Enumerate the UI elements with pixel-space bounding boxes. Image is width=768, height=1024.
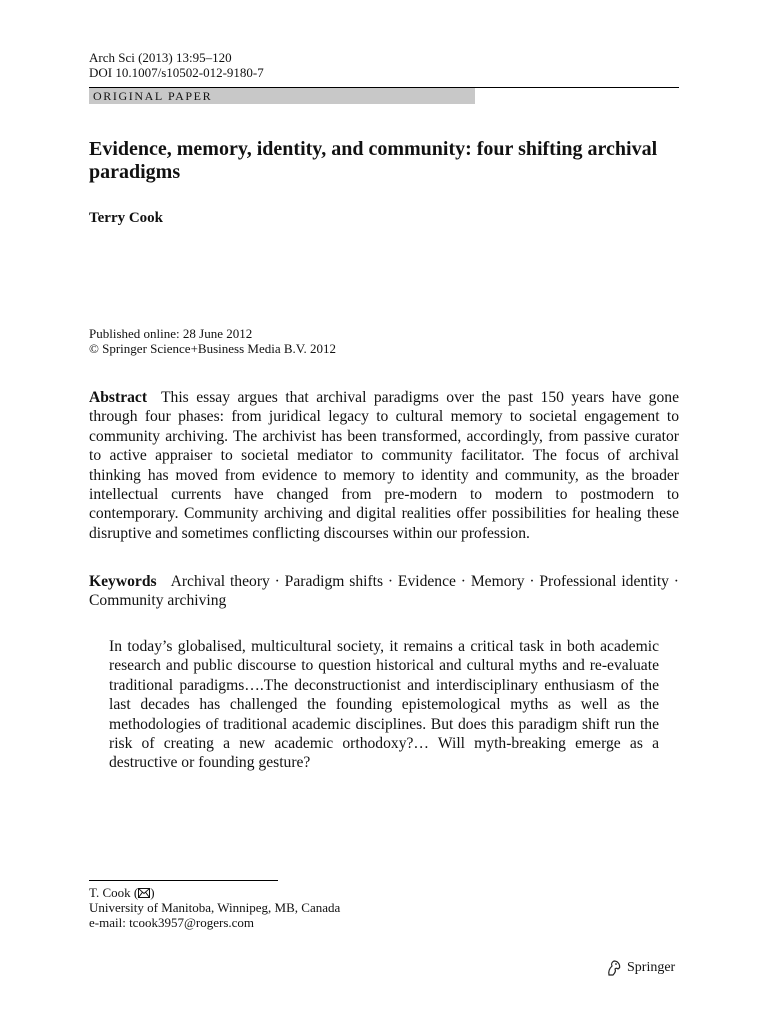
- page-header: [89, 50, 689, 80]
- published-date: Published online: 28 June 2012: [89, 326, 253, 341]
- article-type-banner: [89, 88, 475, 104]
- epigraph-quote: In today’s globalised, multicultural society, it remains a critical task in both academic research and public discourse to question historical and cultural myths and re-evaluate traditional paradigms….The deconstructionist and interdisciplinary enthusiasm of the last decades has challenged the founding epistemological myths as well as the methodologies of traditional academic disciplines. But does this paradigm shift run the risk of creating a new academic orthodoxy?… Will myth-breaking emerge as a destructive or founding gesture?: [109, 638, 659, 772]
- affiliation: University of Manitoba, Winnipeg, MB, Canada: [89, 900, 341, 915]
- footnote-author-line: T. Cook ( ): [89, 885, 155, 900]
- keywords-label: Keywords: [89, 573, 157, 590]
- author-name: Terry Cook: [89, 210, 164, 226]
- journal-citation: Arch Sci (2013) 13:95–120: [89, 50, 232, 65]
- springer-horse-icon: [605, 959, 623, 977]
- keywords-text: Archival theory · Paradigm shifts · Evidence · Memory · Professional identity · Community archiving: [89, 573, 679, 610]
- footnote-author: T. Cook (: [89, 885, 139, 900]
- springer-logo: [605, 959, 675, 977]
- copyright: © Springer Science+Business Media B.V. 2012: [89, 341, 336, 356]
- envelope-icon: [138, 888, 150, 898]
- keywords: [89, 572, 679, 611]
- abstract-text: This essay argues that archival paradigms over the past 150 years have gone through four phases: from juridical legacy to cultural memory to societal engagement to community archiving. The archivist has been transformed, accordingly, from passive curator to active appraiser to societal mediator to community facilitator. The focus of archival thinking has moved from evidence to memory to identity and community, as the broader intellectual currents have changed from pre-modern to modern to postmodern to contemporary. Community archiving and digital realities offer possibilities for healing these disruptive and sometimes conflicting discourses within our profession.: [89, 389, 679, 542]
- abstract: [89, 388, 679, 543]
- article-type-label: ORIGINAL PAPER: [93, 89, 213, 103]
- publisher-name: Springer: [627, 960, 676, 975]
- email: e-mail: tcook3957@rogers.com: [89, 915, 255, 930]
- doi: DOI 10.1007/s10502-012-9180-7: [89, 65, 264, 80]
- abstract-label: Abstract: [89, 389, 148, 406]
- author-footnote: [89, 885, 489, 930]
- article-title: Evidence, memory, identity, and community: four shifting archival paradigms: [89, 138, 658, 183]
- footnote-rule: [89, 880, 278, 881]
- publication-info: [89, 326, 689, 356]
